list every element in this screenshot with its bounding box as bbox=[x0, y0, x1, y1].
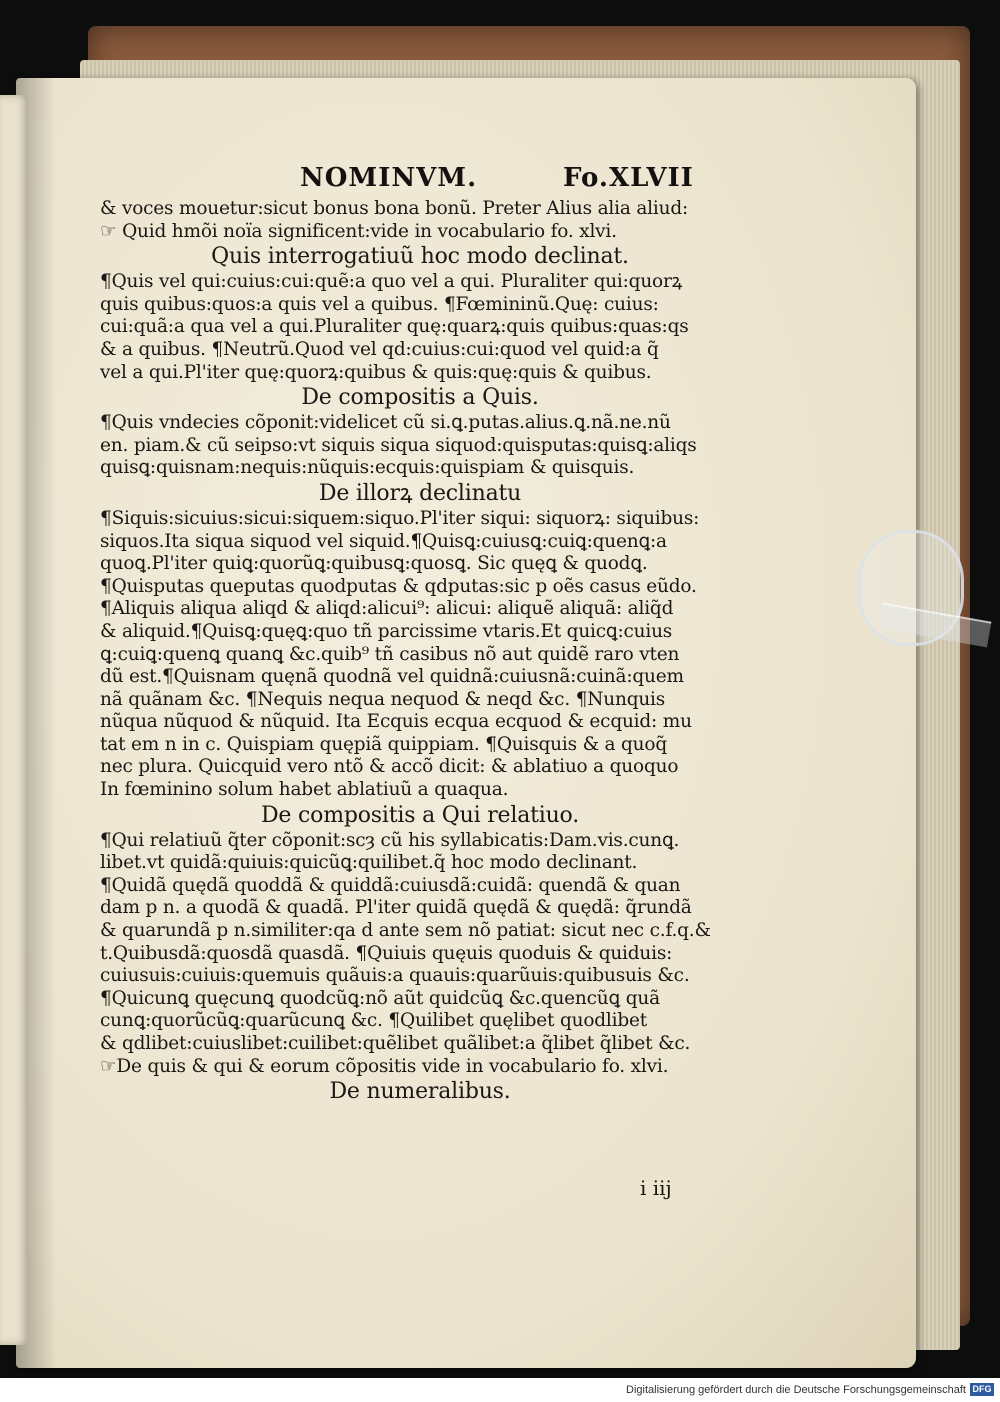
text-line: vel a qui.Pl'iter quę:quorꝝ:quibus & quis:quę:quis & quibus. bbox=[100, 361, 652, 383]
text-line: nũqua nũquod & nũquid. Ita Ecquis ecqua ecquod & ecquid: mu bbox=[100, 711, 692, 733]
text-line: en. piam.& cũ seipso:vt siquis siqua siquod:quisputas:quisꝗ:aliqs bbox=[100, 434, 697, 456]
text-line: dũ est.¶Quisnam quęnã quodnã vel quidnã:cuiusnã:cuinã:quem bbox=[100, 666, 684, 688]
text-line: ☞De quis & qui & eorum cõpositis vide in vocabulario fo. xlvi. bbox=[100, 1055, 669, 1077]
folio-number: Fo.XLVII bbox=[563, 163, 694, 193]
section-heading: De illorꝝ declinatu bbox=[318, 480, 522, 506]
text-line: ¶Quidã quędã quoddã & quiddã:cuiusdã:cuidã: quendã & quan bbox=[100, 874, 681, 896]
section-heading: De compositis a Qui relatiuo. bbox=[260, 802, 580, 828]
section-heading: Quis interrogatiuũ hoc modo declinat. bbox=[211, 244, 629, 270]
text-line: & qdlibet:cuiuslibet:cuilibet:quẽlibet quãlibet:a q̃libet q̃libet &c. bbox=[100, 1033, 691, 1054]
text-line: ☞ Quid hmõi noïa significent:vide in vocabulario fo. xlvi. bbox=[100, 220, 617, 242]
text-line: ¶Quis vndecies cõponit:videlicet cũ si.ꝗ.putas.alius.ꝗ.nã.ne.nũ bbox=[100, 412, 671, 434]
text-line: ¶Quis vel qui:cuius:cui:quẽ:a quo vel a qui. Pluraliter qui:quorꝝ bbox=[100, 271, 683, 293]
text-line: t.Quibusdã:quosdã quasdã. ¶Quiuis quęuis quoduis & quiduis: bbox=[100, 942, 673, 964]
text-line: & voces mouetur:sicut bonus bona bonũ. Preter Alius alia aliud: bbox=[100, 198, 689, 219]
text-line: In fœminino solum habet ablatiuũ a quaqua. bbox=[100, 779, 509, 801]
text-line: ¶Aliquis aliqua aliqd & aliqd:alicui⁹: alicui: aliquẽ aliquã: aliq̃d bbox=[100, 598, 674, 620]
text-line: ¶Quisputas queputas quodputas & qdputas:sic p oẽs casus eũdo. bbox=[100, 575, 697, 597]
text-line: siquos.Ita siqua siquod vel siquid.¶Quisꝗ:cuiusꝗ:cuiꝗ:quenꝗ:a bbox=[100, 530, 667, 552]
section-heading: De compositis a Quis. bbox=[301, 385, 539, 411]
signature-mark: i iij bbox=[640, 1176, 672, 1200]
text-line: ¶Siquis:sicuius:sicui:siquem:siquo.Pl'iter siqui: siquorꝝ: siquibus: bbox=[100, 507, 700, 529]
running-head: NOMINVM. bbox=[300, 163, 478, 193]
text-line: quis quibus:quos:a quis vel a quibus. ¶Fœmininũ.Quę: cuius: bbox=[100, 293, 659, 315]
text-line: & aliquid.¶Quisꝗ:quęꝗ:quo tñ parcissime vtaris.Et quicꝗ:cuius bbox=[100, 620, 673, 642]
text-line: tat em n in c. Quispiam quępiã quippiam. ¶Quisquis & a quoq̃ bbox=[100, 733, 667, 755]
dfg-logo: DFG bbox=[970, 1383, 994, 1396]
facing-page-edge bbox=[0, 95, 28, 1345]
text-line: nã quãnam &c. ¶Nequis nequa nequod & neqd &c. ¶Nunquis bbox=[100, 688, 666, 710]
text-line: cunꝗ:quorũcũꝗ:quarũcunꝗ &c. ¶Quilibet quęlibet quodlibet bbox=[100, 1010, 647, 1032]
text-line: quisꝗ:quisnam:nequis:nũquis:ecquis:quispiam & quisquis. bbox=[100, 457, 635, 479]
page-text bbox=[100, 198, 740, 1106]
text-line: & quarundã p n.similiter:qa d ante sem nõ patiat: sicut nec c.f.q.& bbox=[100, 920, 711, 942]
text-line: cuiusuis:cuiuis:quemuis quãuis:a quauis:quarũuis:quibusuis &c. bbox=[100, 965, 690, 987]
text-line: libet.vt quidã:quiuis:quicũꝗ:quilibet.q̃ hoc modo declinant. bbox=[100, 852, 638, 874]
text-line: & a quibus. ¶Neutrũ.Quod vel qd:cuius:cui:quod vel quid:a q̃ bbox=[100, 338, 659, 360]
text-line: ¶Qui relatiuũ q̃ter cõponit:scȝ cũ his syllabicatis:Dam.vis.cunꝗ. bbox=[100, 829, 680, 851]
text-line: ꝗ:cuiꝗ:quenꝗ quanꝗ &c.quib⁹ tñ casibus nõ aut quidẽ raro vten bbox=[100, 643, 680, 665]
text-line: cui:quã:a qua vel a qui.Pluraliter quę:quarꝝ:quis quibus:quas:qs bbox=[100, 316, 689, 338]
text-line: quoꝗ.Pl'iter quiꝗ:quorũꝗ:quibusꝗ:quosꝗ. Sic quęꝗ & quodꝗ. bbox=[100, 553, 648, 575]
section-heading: De numeralibus. bbox=[329, 1079, 511, 1105]
text-line: nec plura. Quicquid vero ntõ & accõ dicit: & ablatiuo a quoquo bbox=[100, 756, 679, 778]
text-line: dam p n. a quodã & quadã. Pl'iter quidã quędã & quędã: q̃rundã bbox=[100, 897, 692, 919]
footer-credit: Digitalisierung gefördert durch die Deutsche Forschungsgemeinschaft bbox=[626, 1384, 966, 1396]
text-line: ¶Quicunꝗ quęcunꝗ quodcũꝗ:nõ aũt quidcũꝗ &c.quencũꝗ quã bbox=[100, 987, 660, 1009]
